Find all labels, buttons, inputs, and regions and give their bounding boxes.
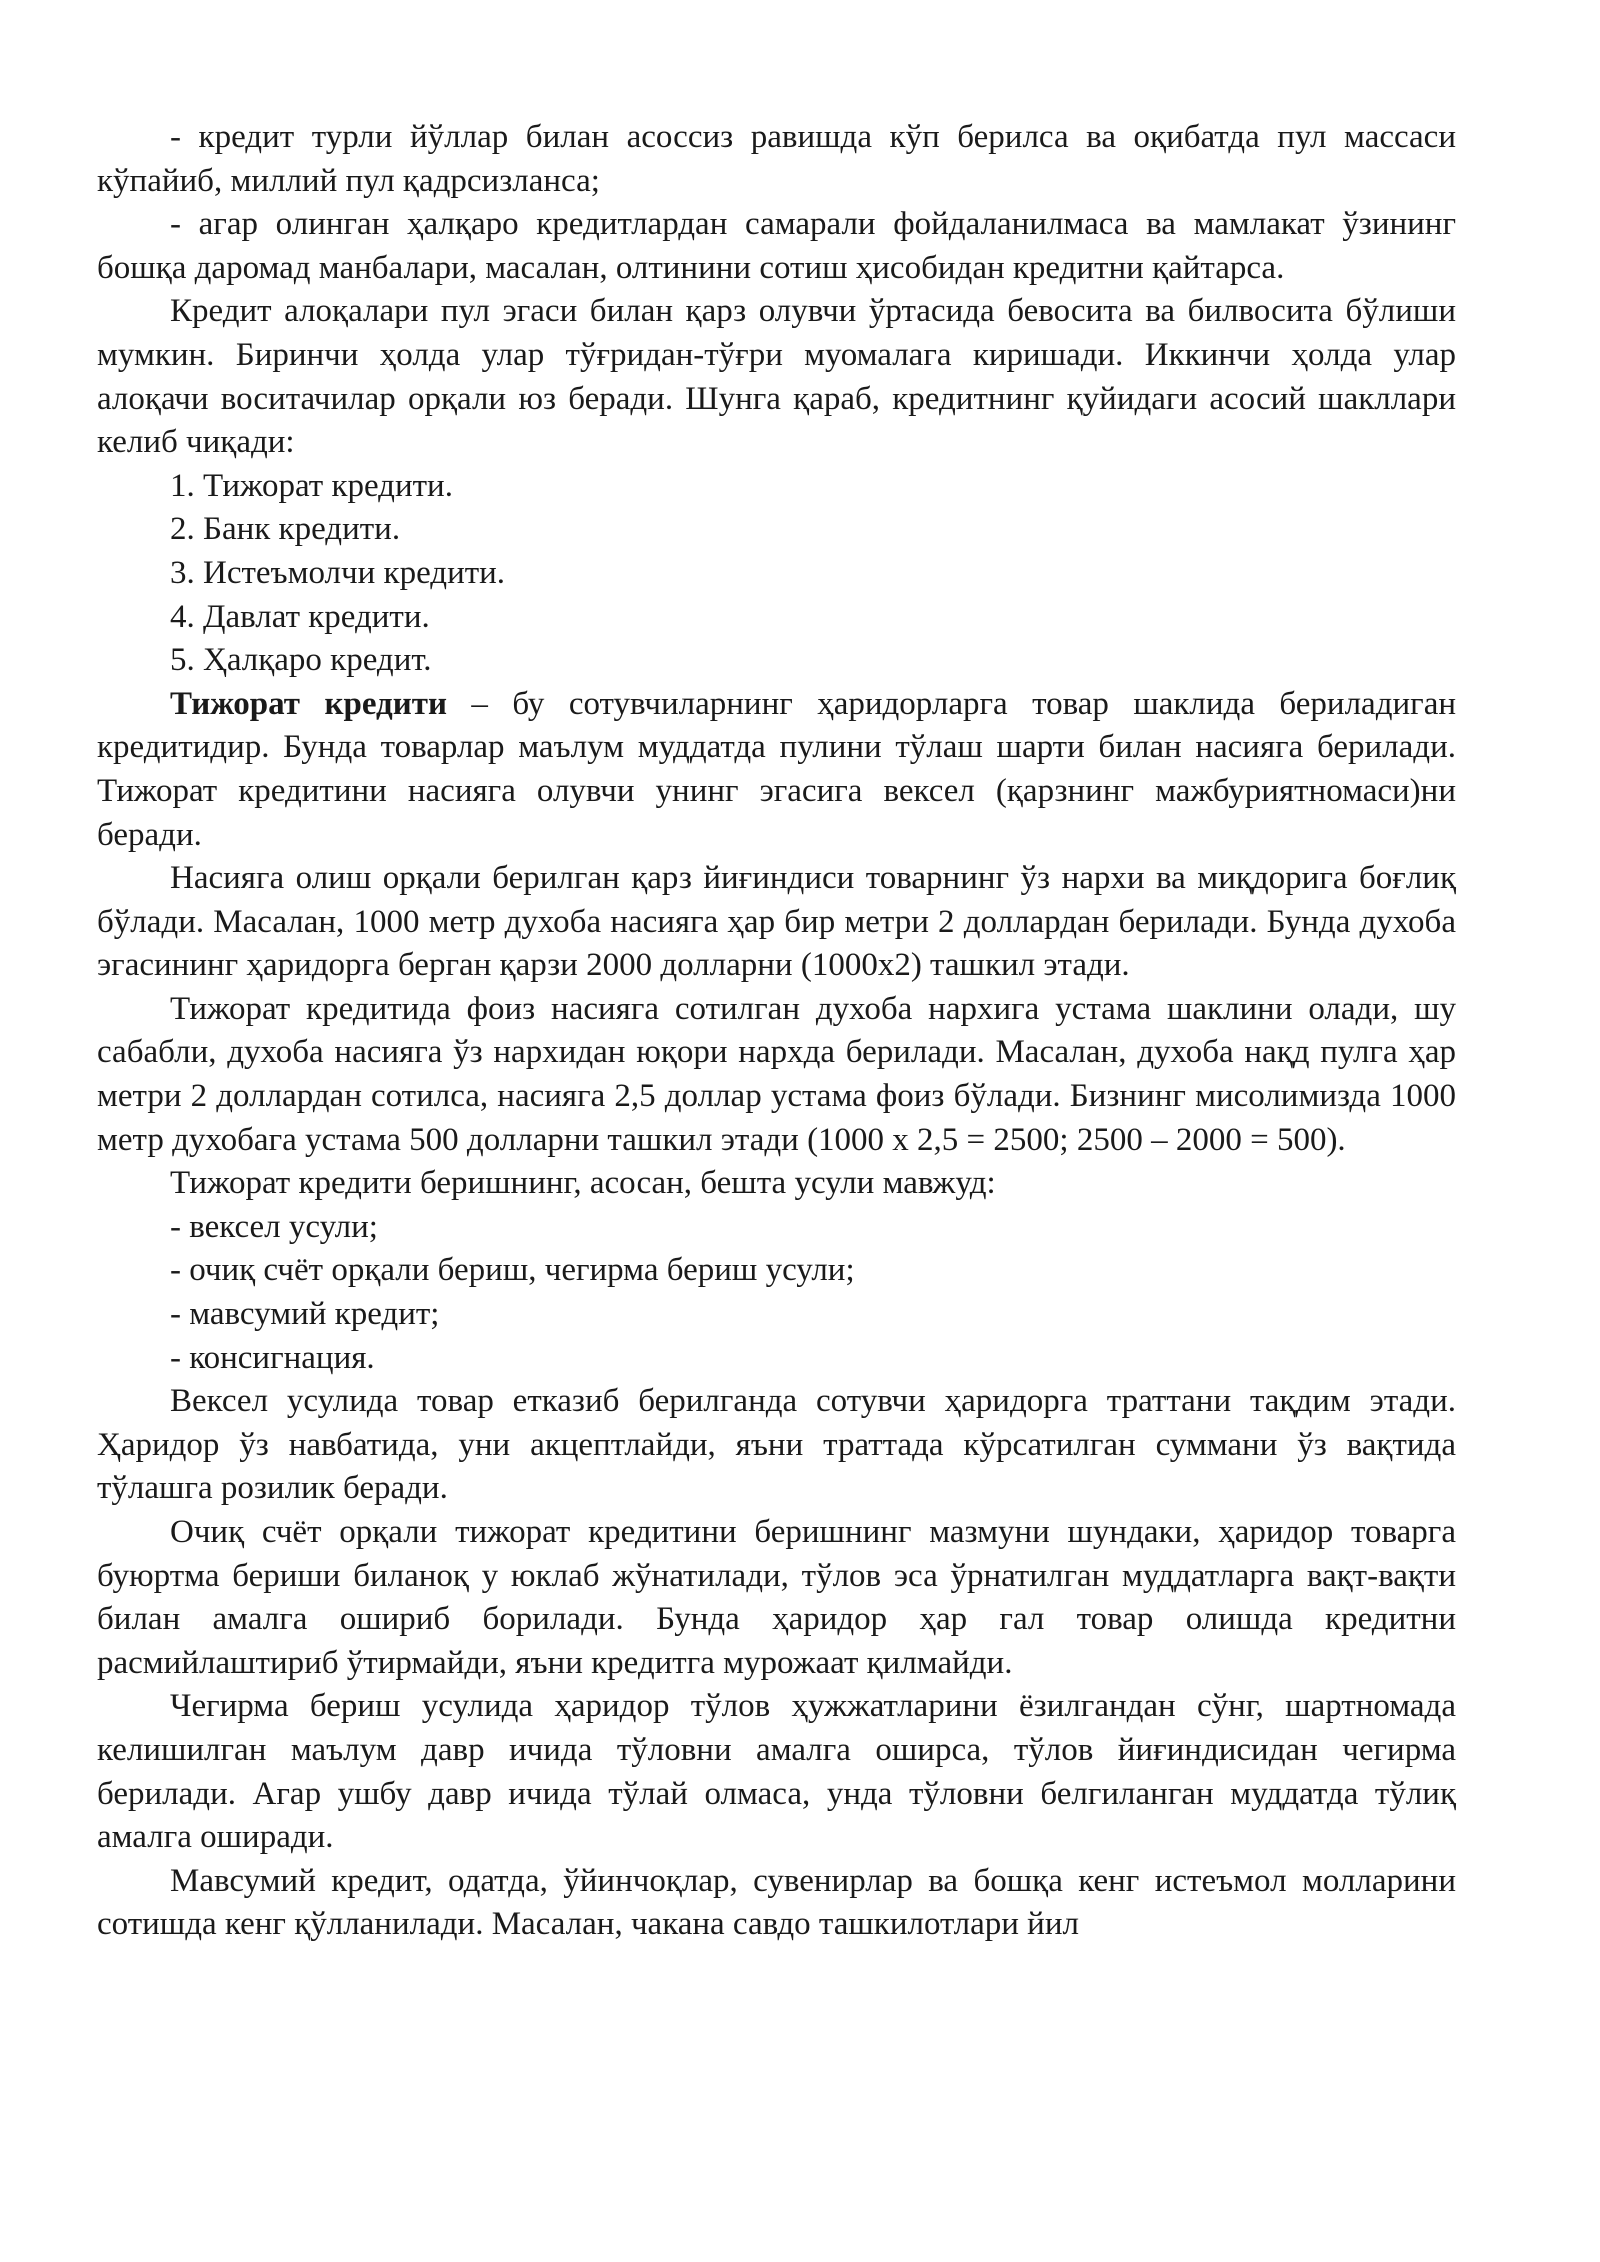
list-item-method: - мавсумий кредит; [170,1296,440,1333]
document-page [97,116,1456,1947]
list-item-credit-form: 1. Тижорат кредити. [170,467,453,504]
paragraph-credit-relations: Кредит алоқалари пул эгаси билан қарз олувчи ўртасида бевосита ва билвосита бўлиши мумкин. Биринчи ҳолда улар тўғридан-тўғри муомалага киришади. Иккинчи ҳолда улар алоқачи воситачилар орқали юз беради. Шунга қараб, кредитнинг қуйидаги асосий шакллари келиб чиқади: [97,293,1456,461]
paragraph-interest-markup: Тижорат кредитида фоиз насияга сотилган духоба нархига устама шаклини олади, шу сабабли, духоба насияга ўз нархидан юқори нархда берилади. Масалан, духоба нақд пулга ҳар метри 2 доллардан сотилса, насияга 2,5 доллар устама фоиз бўлади. Бизнинг мисолимизда 1000 метр духобага устама 500 долларни ташкил этади (1000 х 2,5 = 2500; 2500 – 2000 = 500). [97,990,1456,1158]
paragraph-money-devaluation: - кредит турли йўллар билан асоссиз равишда кўп берилса ва оқибатда пул массаси кўпайиб, миллий пул қадрсизланса; [97,119,1456,199]
list-item-method: - вексел усули; [170,1208,378,1245]
list-item-credit-form: 4. Давлат кредити. [170,598,430,635]
list-item-credit-form: 2. Банк кредити. [170,511,401,548]
list-item-method: - консигнация. [170,1339,375,1376]
paragraph-methods-intro: Тижорат кредити беришнинг, асосан, бешта усули мавжуд: [170,1165,996,1202]
paragraph-seasonal-credit: Мавсумий кредит, одатда, ўйинчоқлар, сувенирлар ва бошқа кенг истеъмол молларини сотишда кенг қўлланилади. Масалан, чакана савдо ташкилотлари йил [97,1862,1456,1943]
paragraph-bill-method: Вексел усулида товар етказиб берилганда сотувчи ҳаридорга траттани тақдим этади. Ҳаридор ўз навбатида, уни акцептлайди, яъни траттада кўрсатилган суммани ўз вақтида тўлашга розилик беради. [97,1383,1456,1507]
paragraph-international-credit: - агар олинган ҳалқаро кредитлардан самарали фойдаланилмаса ва мамлакат ўзининг бошқа даромад манбалари, масалан, олтинини сотиш ҳисобидан кредитни қайтарса. [97,206,1456,286]
list-item-credit-form: 3. Истеъмолчи кредити. [170,554,506,591]
paragraph-loan-amount: Насияга олиш орқали берилган қарз йиғиндиси товарнинг ўз нархи ва миқдорига боғлиқ бўлади. Масалан, 1000 метр духоба насияга ҳар бир метри 2 доллардан берилади. Бунда духоба эгасининг ҳаридорга берган қарзи 2000 долларни (1000х2) ташкил этади. [97,860,1456,984]
term-commercial-credit: Тижорат кредити [170,685,447,722]
paragraph-discount-method: Чегирма бериш усулида ҳаридор тўлов ҳужжатларини ёзилгандан сўнг, шартномада келишилган маълум давр ичида тўловни амалга оширса, тўлов йиғиндисидан чегирма берилади. Агар ушбу давр ичида тўлай олмаса, унда тўловни белгиланган муддатда тўлиқ амалга оширади. [97,1688,1456,1856]
paragraph-open-account: Очиқ счёт орқали тижорат кредитини беришнинг мазмуни шундаки, ҳаридор товарга буюртма бериши биланоқ у юклаб жўнатилади, тўлов эса ўрнатилган муддатларга вақт-вақти билан амалга ошириб борилади. Бунда ҳаридор ҳар гал товар олишда кредитни расмийлаштириб ўтирмайди, яъни кредитга мурожаат қилмайди. [97,1514,1456,1681]
list-item-credit-form: 5. Ҳалқаро кредит. [170,642,432,679]
paragraph-commercial-credit-definition [97,683,1456,857]
list-item-method: - очиқ счёт орқали бериш, чегирма бериш усули; [170,1252,855,1289]
definition-text: – бу сотувчиларнинг ҳаридорларга товар шаклида бериладиган кредитидир. Бунда товарлар маълум муддатда пулини тўлаш шарти билан насияга берилади. Тижорат кредитини насияга олувчи унинг эгасига вексел (қарзнинг мажбуриятномаси)ни беради. [97,685,1456,853]
